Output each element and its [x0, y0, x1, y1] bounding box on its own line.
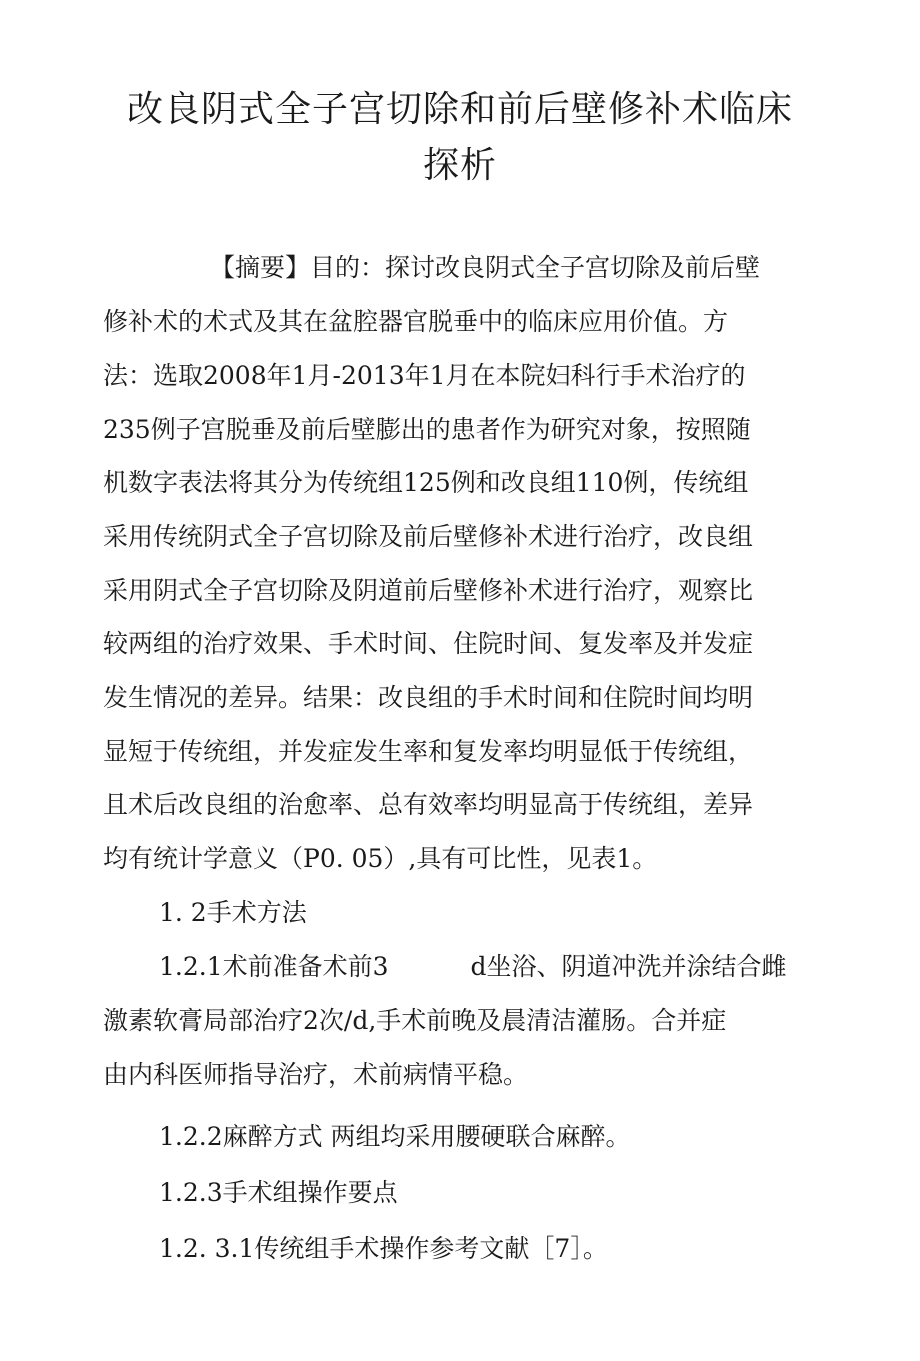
abstract-line: 机数字表法将其分为传统组125例和改良组110例，传统组 [103, 468, 749, 497]
abstract-line: 修补术的术式及其在盆腔器官脱垂中的临床应用价值。方 [103, 307, 729, 336]
section-1-2-3-1: 1.2. 3.1传统组手术操作参考文献［7］。 [159, 1234, 608, 1263]
abstract-line: 均有统计学意义（P0. 05）,具有可比性，见表1。 [103, 844, 658, 873]
abstract-line: 且术后改良组的治愈率、总有效率均明显高于传统组，差异 [103, 790, 754, 819]
section-1-2-2: 1.2.2麻醉方式 两组均采用腰硬联合麻醉。 [159, 1122, 631, 1151]
abstract-line: 法：选取2008年1月-2013年1月在本院妇科行手术治疗的 [103, 361, 746, 390]
section-1-2-1-line: 激素软膏局部治疗2次/d,手术前晚及晨清洁灌肠。合并症 [103, 1006, 727, 1035]
abstract-line: 235例子宫脱垂及前后壁膨出的患者作为研究对象，按照随 [103, 415, 751, 444]
abstract-line: 显短于传统组，并发症发生率和复发率均明显低于传统组， [103, 737, 754, 766]
section-1-2-1-label: 1.2.1术前准备术前3 [159, 952, 389, 981]
document-title [100, 82, 820, 194]
section-1-2-3: 1.2.3手术组操作要点 [159, 1178, 398, 1207]
title-line-2: 探析 [422, 145, 497, 186]
abstract-line: 采用传统阴式全子宫切除及前后壁修补术进行治疗，改良组 [103, 522, 754, 551]
title-line-1: 改良阴式全子宫切除和前后壁修补术临床 [126, 89, 793, 130]
section-1-2-1-text: d坐浴、阴道冲洗并涂结合雌 [470, 952, 787, 981]
abstract-line: 发生情况的差异。结果：改良组的手术时间和住院时间均明 [103, 683, 754, 712]
abstract-line: 较两组的治疗效果、手术时间、住院时间、复发率及并发症 [103, 629, 754, 658]
section-1-2-1-line: 由内科医师指导治疗，术前病情平稳。 [103, 1060, 529, 1089]
section-heading-1-2: 1. 2手术方法 [159, 898, 307, 927]
abstract-line: 【摘要】目的：探讨改良阴式全子宫切除及前后壁 [210, 253, 761, 282]
section-1-2-1-line [159, 950, 787, 984]
abstract-line: 采用阴式全子宫切除及阴道前后壁修补术进行治疗，观察比 [103, 576, 754, 605]
